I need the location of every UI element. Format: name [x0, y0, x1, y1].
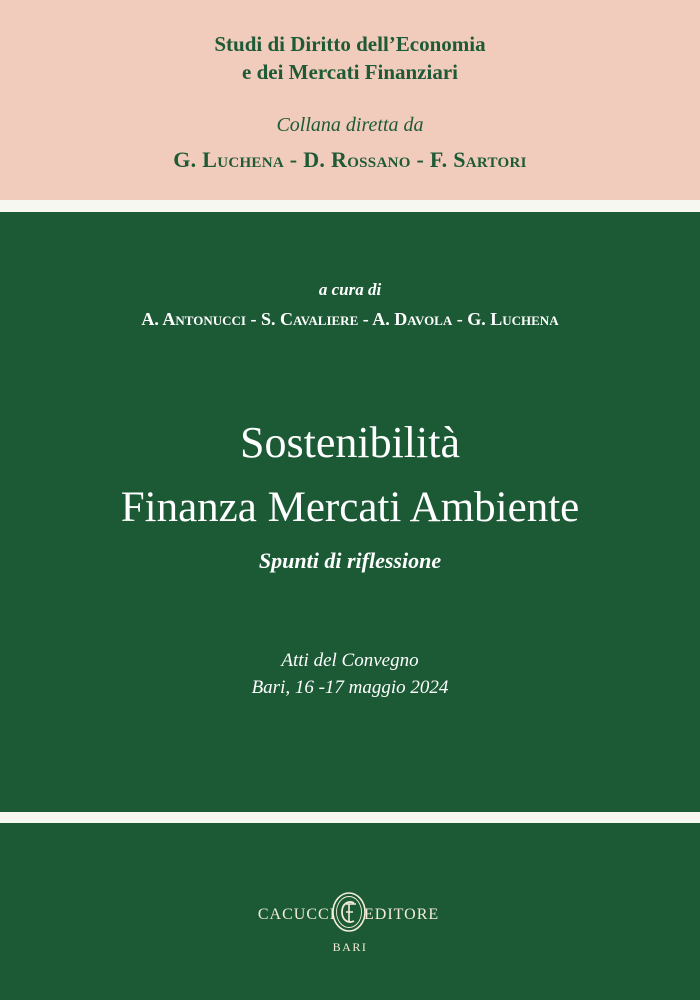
band-divider: [0, 200, 700, 212]
series-title-line-1: Studi di Diritto dell’Economia: [214, 32, 486, 56]
publisher-name-right: EDITORE: [364, 906, 440, 923]
editors-label: a cura di: [318, 280, 382, 299]
series-title-line-2: e dei Mercati Finanziari: [242, 60, 458, 84]
book-title-line-2: Finanza Mercati Ambiente: [120, 484, 580, 531]
publisher-city: BARI: [332, 940, 368, 954]
publisher-logo-block: [0, 887, 700, 947]
editors-names: A. Antonucci - S. Cavaliere - A. Davola - G. Luchena: [141, 309, 559, 329]
book-title-line-1: Sostenibilità: [240, 418, 460, 467]
main-band: [0, 212, 700, 1000]
conference-place-date: Bari, 16 -17 maggio 2024: [251, 677, 449, 698]
publisher-divider-line: [0, 812, 700, 823]
series-directed-by-label: Collana diretta da: [276, 114, 424, 136]
series-directors: G. Luchena - D. Rossano - F. Sartori: [173, 147, 527, 172]
publisher-name-left: CACUCCI: [257, 906, 336, 923]
book-subtitle: Spunti di riflessione: [258, 548, 442, 573]
conference-label: Atti del Convegno: [281, 650, 419, 671]
cacucci-monogram-seal-icon: [330, 891, 368, 933]
